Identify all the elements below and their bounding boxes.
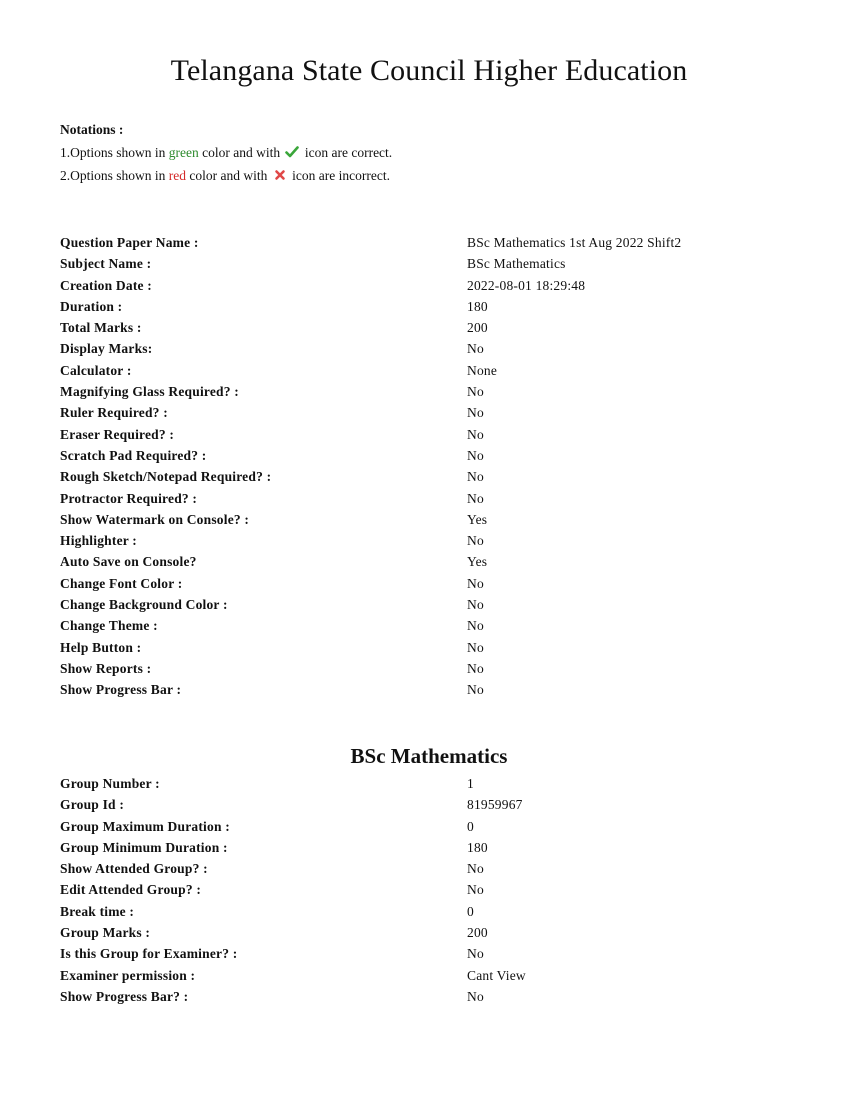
notations-block bbox=[60, 118, 392, 187]
info-value: BSc Mathematics bbox=[467, 256, 566, 272]
info-value: 0 bbox=[467, 818, 474, 834]
info-label: Group Marks : bbox=[60, 925, 151, 941]
info-label: Group Id : bbox=[60, 797, 125, 813]
info-label: Change Background Color : bbox=[60, 597, 228, 613]
info-label: Calculator : bbox=[60, 362, 132, 378]
info-value: No bbox=[467, 426, 484, 442]
info-label: Edit Attended Group? : bbox=[60, 882, 202, 898]
info-value: No bbox=[467, 405, 484, 421]
info-value: 81959967 bbox=[467, 797, 523, 813]
info-value: No bbox=[467, 447, 484, 463]
info-value: No bbox=[467, 682, 484, 698]
info-value: 180 bbox=[467, 298, 488, 314]
info-label: Show Progress Bar? : bbox=[60, 988, 189, 1004]
info-label: Change Theme : bbox=[60, 618, 158, 634]
info-value: No bbox=[467, 490, 484, 506]
info-label: Group Number : bbox=[60, 776, 160, 791]
info-label: Scratch Pad Required? : bbox=[60, 447, 207, 463]
info-value: No bbox=[467, 341, 484, 357]
info-value: No bbox=[467, 533, 484, 549]
info-label: Rough Sketch/Notepad Required? : bbox=[60, 469, 272, 485]
notation-correct-middle: color and with bbox=[198, 145, 284, 160]
info-value: 180 bbox=[467, 839, 488, 855]
info-label: Group Maximum Duration : bbox=[60, 818, 230, 834]
info-value: 2022-08-01 18:29:48 bbox=[467, 277, 586, 293]
info-label: Show Reports : bbox=[60, 660, 152, 676]
info-value: No bbox=[467, 639, 484, 655]
info-label: Break time : bbox=[60, 903, 135, 919]
info-label: Examiner permission : bbox=[60, 967, 196, 983]
info-label: Group Minimum Duration : bbox=[60, 839, 228, 855]
notation-correct-suffix: icon are correct. bbox=[301, 145, 393, 160]
info-label: Change Font Color : bbox=[60, 575, 183, 591]
info-label: Show Watermark on Console? : bbox=[60, 511, 250, 527]
info-value: No bbox=[467, 618, 484, 634]
info-value: No bbox=[467, 861, 484, 877]
info-value: No bbox=[467, 469, 484, 485]
info-value: 1 bbox=[467, 776, 474, 791]
info-value: Cant View bbox=[467, 967, 526, 983]
info-label: Auto Save on Console? bbox=[60, 554, 197, 570]
notations-heading: Notations : bbox=[60, 122, 124, 137]
info-value: No bbox=[467, 575, 484, 591]
notation-correct-prefix: 1.Options shown in bbox=[60, 145, 169, 160]
info-label: Total Marks : bbox=[60, 320, 142, 336]
info-value: Yes bbox=[467, 511, 488, 527]
info-label: Help Button : bbox=[60, 639, 142, 655]
info-value: No bbox=[467, 988, 484, 1004]
check-icon bbox=[285, 145, 299, 159]
info-value: No bbox=[467, 882, 484, 898]
info-value: 0 bbox=[467, 903, 474, 919]
info-label: Is this Group for Examiner? : bbox=[60, 946, 238, 962]
info-label: Ruler Required? : bbox=[60, 405, 168, 421]
notation-correct-color-word: green bbox=[168, 145, 199, 160]
notation-line-incorrect bbox=[60, 164, 392, 187]
info-label: Subject Name : bbox=[60, 256, 152, 272]
info-label: Highlighter : bbox=[60, 533, 137, 549]
info-value: BSc Mathematics 1st Aug 2022 Shift2 bbox=[467, 235, 682, 250]
info-label: Show Progress Bar : bbox=[60, 682, 182, 698]
info-value: None bbox=[467, 362, 498, 378]
document-title: Telangana State Council Higher Education bbox=[170, 54, 688, 87]
notation-incorrect-middle: color and with bbox=[186, 168, 271, 183]
info-label: Protractor Required? : bbox=[60, 490, 198, 506]
info-value: No bbox=[467, 946, 484, 962]
info-value: No bbox=[467, 597, 484, 613]
info-label: Eraser Required? : bbox=[60, 426, 175, 442]
info-label: Magnifying Glass Required? : bbox=[60, 384, 239, 400]
info-value: No bbox=[467, 384, 484, 400]
cross-icon bbox=[273, 168, 287, 182]
info-value: No bbox=[467, 660, 484, 676]
notation-incorrect-suffix: icon are incorrect. bbox=[288, 168, 390, 183]
info-value: Yes bbox=[467, 554, 488, 570]
notation-incorrect-prefix: 2.Options shown in bbox=[60, 168, 169, 183]
info-label: Display Marks: bbox=[60, 341, 153, 357]
info-label: Show Attended Group? : bbox=[60, 861, 208, 877]
info-label: Creation Date : bbox=[60, 277, 152, 293]
notation-incorrect-color-word: red bbox=[168, 168, 187, 183]
info-label: Duration : bbox=[60, 298, 123, 314]
notation-line-correct bbox=[60, 141, 392, 164]
info-label: Question Paper Name : bbox=[60, 235, 199, 250]
group-section-title: BSc Mathematics bbox=[350, 744, 508, 768]
info-value: 200 bbox=[467, 925, 488, 941]
info-value: 200 bbox=[467, 320, 488, 336]
